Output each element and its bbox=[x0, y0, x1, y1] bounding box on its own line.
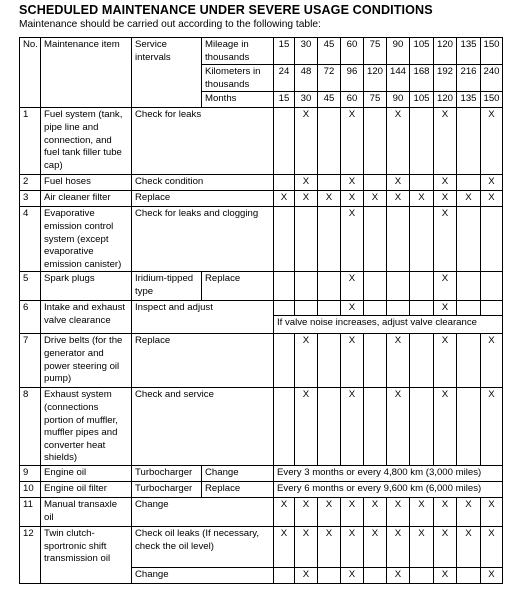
interval-cell bbox=[274, 388, 295, 466]
x-mark: X bbox=[348, 498, 356, 510]
interval-cell bbox=[481, 272, 503, 301]
x-mark: X bbox=[441, 176, 449, 188]
interval-cell bbox=[457, 567, 481, 583]
interval-cell bbox=[387, 526, 410, 567]
service-interval: Replace bbox=[132, 191, 274, 207]
months-cell: 45 bbox=[318, 92, 341, 108]
x-mark: X bbox=[302, 389, 310, 401]
mileage-cell: 30 bbox=[295, 38, 318, 65]
interval-cell bbox=[481, 108, 503, 175]
interval-cell bbox=[387, 272, 410, 301]
interval-cell bbox=[434, 272, 457, 301]
table-row bbox=[20, 301, 503, 316]
interval-cell bbox=[364, 272, 387, 301]
x-mark: X bbox=[465, 527, 472, 539]
interval-cell bbox=[387, 567, 410, 583]
interval-cell bbox=[364, 526, 387, 567]
row-number: 2 bbox=[20, 175, 41, 191]
x-mark: X bbox=[302, 109, 310, 121]
months-cell: 60 bbox=[341, 92, 364, 108]
table-row bbox=[20, 388, 503, 466]
interval-cell bbox=[318, 334, 341, 388]
interval-cell bbox=[295, 108, 318, 175]
x-mark: X bbox=[441, 568, 449, 580]
service-interval: Change bbox=[132, 567, 274, 583]
interval-cell bbox=[364, 108, 387, 175]
interval-cell bbox=[341, 526, 364, 567]
header-maintenance-item: Maintenance item bbox=[41, 38, 132, 108]
x-mark: X bbox=[488, 527, 495, 539]
x-mark: X bbox=[488, 109, 495, 121]
table-row bbox=[20, 191, 503, 207]
interval-cell bbox=[457, 301, 481, 316]
item-subtype: Iridium-tipped type bbox=[132, 272, 202, 301]
mileage-cell: 105 bbox=[410, 38, 434, 65]
x-mark: X bbox=[325, 498, 333, 510]
item-subtype: Turbocharger bbox=[132, 465, 202, 481]
page-title: SCHEDULED MAINTENANCE UNDER SEVERE USAGE CONDITIONS bbox=[19, 3, 433, 17]
x-mark: X bbox=[302, 335, 310, 347]
row-number: 1 bbox=[20, 108, 41, 175]
interval-cell bbox=[481, 334, 503, 388]
x-mark: X bbox=[348, 176, 356, 188]
service-interval: Replace bbox=[202, 272, 274, 301]
service-interval: Inspect and adjust bbox=[132, 301, 274, 334]
interval-cell bbox=[410, 191, 434, 207]
km-cell: 216 bbox=[457, 65, 481, 92]
interval-cell bbox=[318, 567, 341, 583]
months-cell: 15 bbox=[274, 92, 295, 108]
km-cell: 144 bbox=[387, 65, 410, 92]
table-body bbox=[20, 108, 503, 584]
interval-cell bbox=[341, 175, 364, 191]
interval-cell bbox=[481, 175, 503, 191]
x-mark: X bbox=[302, 176, 310, 188]
interval-cell bbox=[364, 388, 387, 466]
interval-cell bbox=[274, 497, 295, 526]
interval-cell bbox=[457, 334, 481, 388]
interval-cell bbox=[410, 301, 434, 316]
x-mark: X bbox=[371, 527, 379, 539]
interval-cell bbox=[457, 388, 481, 466]
interval-cell bbox=[434, 334, 457, 388]
x-mark: X bbox=[394, 568, 402, 580]
x-mark: X bbox=[441, 109, 449, 121]
interval-cell bbox=[341, 108, 364, 175]
service-interval: Change bbox=[202, 465, 274, 481]
interval-cell bbox=[457, 108, 481, 175]
x-mark: X bbox=[394, 527, 402, 539]
interval-cell bbox=[457, 207, 481, 272]
x-mark: X bbox=[302, 527, 310, 539]
x-mark: X bbox=[441, 527, 449, 539]
interval-cell bbox=[434, 567, 457, 583]
interval-cell bbox=[274, 301, 295, 316]
x-mark: X bbox=[488, 568, 495, 580]
km-cell: 96 bbox=[341, 65, 364, 92]
interval-note: If valve noise increases, adjust valve clearance bbox=[274, 316, 503, 334]
item-subtype: Turbocharger bbox=[132, 481, 202, 497]
km-cell: 120 bbox=[364, 65, 387, 92]
x-mark: X bbox=[348, 568, 356, 580]
months-cell: 90 bbox=[387, 92, 410, 108]
interval-cell bbox=[295, 175, 318, 191]
interval-cell bbox=[295, 497, 318, 526]
row-number: 7 bbox=[20, 334, 41, 388]
interval-cell bbox=[364, 191, 387, 207]
row-number: 10 bbox=[20, 481, 41, 497]
x-mark: X bbox=[302, 192, 310, 204]
header-service-intervals: Service intervals bbox=[132, 38, 202, 108]
interval-cell bbox=[410, 207, 434, 272]
interval-cell bbox=[387, 388, 410, 466]
table-row bbox=[20, 207, 503, 272]
maintenance-item: Air cleaner filter bbox=[41, 191, 132, 207]
interval-cell bbox=[274, 108, 295, 175]
service-interval: Check for leaks bbox=[132, 108, 274, 175]
x-mark: X bbox=[348, 302, 356, 314]
x-mark: X bbox=[488, 389, 495, 401]
km-cell: 240 bbox=[481, 65, 503, 92]
interval-cell bbox=[318, 175, 341, 191]
service-interval: Check and service bbox=[132, 388, 274, 466]
mileage-cell: 150 bbox=[481, 38, 503, 65]
interval-cell bbox=[434, 497, 457, 526]
service-interval: Replace bbox=[202, 481, 274, 497]
interval-cell bbox=[387, 334, 410, 388]
interval-cell bbox=[341, 388, 364, 466]
maintenance-item: Exhaust system (connections portion of muffler, muffler pipes and converter heat shields) bbox=[41, 388, 132, 466]
interval-cell bbox=[387, 191, 410, 207]
interval-cell bbox=[274, 272, 295, 301]
service-interval: Check oil leaks (If necessary, check the oil level) bbox=[132, 526, 274, 567]
x-mark: X bbox=[488, 335, 495, 347]
interval-cell bbox=[274, 334, 295, 388]
service-interval: Check for leaks and clogging bbox=[132, 207, 274, 272]
row-number: 4 bbox=[20, 207, 41, 272]
interval-cell bbox=[434, 108, 457, 175]
x-mark: X bbox=[348, 389, 356, 401]
x-mark: X bbox=[488, 192, 495, 204]
interval-cell bbox=[410, 272, 434, 301]
mileage-cell: 90 bbox=[387, 38, 410, 65]
months-cell: 75 bbox=[364, 92, 387, 108]
table-row bbox=[20, 175, 503, 191]
months-cell: 105 bbox=[410, 92, 434, 108]
table-row bbox=[20, 526, 503, 567]
x-mark: X bbox=[488, 176, 495, 188]
km-cell: 168 bbox=[410, 65, 434, 92]
row-number: 6 bbox=[20, 301, 41, 334]
x-mark: X bbox=[465, 498, 472, 510]
x-mark: X bbox=[394, 498, 402, 510]
x-mark: X bbox=[280, 498, 288, 510]
x-mark: X bbox=[348, 335, 356, 347]
maintenance-item: Fuel system (tank, pipe line and connection, and fuel tank filler tube cap) bbox=[41, 108, 132, 175]
maintenance-item: Spark plugs bbox=[41, 272, 132, 301]
header-mileage-label: Mileage in thousands bbox=[202, 38, 274, 65]
x-mark: X bbox=[325, 192, 333, 204]
table-row bbox=[20, 334, 503, 388]
x-mark: X bbox=[302, 568, 310, 580]
x-mark: X bbox=[441, 192, 449, 204]
interval-cell bbox=[295, 334, 318, 388]
x-mark: X bbox=[441, 389, 449, 401]
row-number: 11 bbox=[20, 497, 41, 526]
table-row bbox=[20, 497, 503, 526]
x-mark: X bbox=[441, 273, 449, 285]
x-mark: X bbox=[418, 527, 425, 539]
km-cell: 192 bbox=[434, 65, 457, 92]
maintenance-item: Engine oil bbox=[41, 465, 132, 481]
interval-cell bbox=[274, 175, 295, 191]
interval-cell bbox=[410, 334, 434, 388]
interval-cell bbox=[341, 497, 364, 526]
interval-cell bbox=[457, 175, 481, 191]
table-row bbox=[20, 108, 503, 175]
interval-cell bbox=[318, 207, 341, 272]
interval-cell bbox=[364, 175, 387, 191]
interval-cell bbox=[318, 191, 341, 207]
x-mark: X bbox=[371, 192, 379, 204]
maintenance-item: Evaporative emission control system (except evaporative emission canister) bbox=[41, 207, 132, 272]
interval-cell bbox=[387, 301, 410, 316]
interval-cell bbox=[341, 207, 364, 272]
interval-cell bbox=[481, 207, 503, 272]
maintenance-item: Twin clutch-sportronic shift transmission oil bbox=[41, 526, 132, 583]
interval-cell bbox=[318, 497, 341, 526]
interval-cell bbox=[318, 272, 341, 301]
interval-cell bbox=[364, 567, 387, 583]
interval-cell bbox=[410, 388, 434, 466]
interval-cell bbox=[434, 526, 457, 567]
interval-cell bbox=[341, 567, 364, 583]
interval-cell bbox=[410, 108, 434, 175]
x-mark: X bbox=[441, 208, 449, 220]
interval-cell bbox=[318, 108, 341, 175]
interval-cell bbox=[341, 191, 364, 207]
x-mark: X bbox=[348, 208, 356, 220]
interval-cell bbox=[295, 207, 318, 272]
interval-cell bbox=[364, 497, 387, 526]
interval-cell bbox=[481, 497, 503, 526]
interval-cell bbox=[364, 334, 387, 388]
mileage-cell: 60 bbox=[341, 38, 364, 65]
interval-cell bbox=[274, 191, 295, 207]
months-cell: 135 bbox=[457, 92, 481, 108]
km-cell: 24 bbox=[274, 65, 295, 92]
x-mark: X bbox=[441, 498, 449, 510]
interval-cell bbox=[457, 497, 481, 526]
interval-cell bbox=[481, 567, 503, 583]
interval-cell bbox=[481, 191, 503, 207]
header-km-label: Kilometers in thousands bbox=[202, 65, 274, 92]
interval-cell bbox=[274, 526, 295, 567]
service-interval: Check condition bbox=[132, 175, 274, 191]
interval-cell bbox=[364, 207, 387, 272]
header-no: No. bbox=[20, 38, 41, 108]
interval-cell bbox=[274, 567, 295, 583]
interval-cell bbox=[481, 388, 503, 466]
months-cell: 150 bbox=[481, 92, 503, 108]
mileage-cell: 120 bbox=[434, 38, 457, 65]
row-number: 5 bbox=[20, 272, 41, 301]
interval-cell bbox=[341, 272, 364, 301]
interval-cell bbox=[434, 191, 457, 207]
row-number: 8 bbox=[20, 388, 41, 466]
interval-cell bbox=[295, 526, 318, 567]
maintenance-item: Manual transaxle oil bbox=[41, 497, 132, 526]
x-mark: X bbox=[302, 498, 310, 510]
interval-cell bbox=[387, 175, 410, 191]
km-cell: 48 bbox=[295, 65, 318, 92]
maintenance-table bbox=[19, 37, 503, 584]
interval-cell bbox=[457, 526, 481, 567]
interval-cell bbox=[318, 301, 341, 316]
table-row bbox=[20, 481, 503, 497]
table-row bbox=[20, 272, 503, 301]
x-mark: X bbox=[348, 192, 356, 204]
interval-cell bbox=[434, 301, 457, 316]
header-months-label: Months bbox=[202, 92, 274, 108]
row-number: 9 bbox=[20, 465, 41, 481]
months-cell: 120 bbox=[434, 92, 457, 108]
interval-cell bbox=[457, 191, 481, 207]
km-cell: 72 bbox=[318, 65, 341, 92]
interval-span-text: Every 6 months or every 9,600 km (6,000 miles) bbox=[274, 481, 503, 497]
interval-cell bbox=[295, 191, 318, 207]
interval-cell bbox=[274, 207, 295, 272]
x-mark: X bbox=[325, 527, 333, 539]
interval-cell bbox=[295, 388, 318, 466]
x-mark: X bbox=[418, 192, 425, 204]
table-row bbox=[20, 465, 503, 481]
interval-cell bbox=[410, 175, 434, 191]
mileage-cell: 135 bbox=[457, 38, 481, 65]
row-number: 12 bbox=[20, 526, 41, 583]
interval-cell bbox=[457, 272, 481, 301]
service-interval: Replace bbox=[132, 334, 274, 388]
interval-cell bbox=[341, 301, 364, 316]
x-mark: X bbox=[280, 192, 288, 204]
x-mark: X bbox=[371, 498, 379, 510]
x-mark: X bbox=[488, 498, 495, 510]
interval-cell bbox=[410, 567, 434, 583]
interval-cell bbox=[387, 207, 410, 272]
interval-cell bbox=[434, 207, 457, 272]
interval-cell bbox=[410, 526, 434, 567]
x-mark: X bbox=[465, 192, 472, 204]
x-mark: X bbox=[441, 302, 449, 314]
x-mark: X bbox=[348, 273, 356, 285]
x-mark: X bbox=[394, 109, 402, 121]
x-mark: X bbox=[394, 176, 402, 188]
interval-cell bbox=[295, 567, 318, 583]
maintenance-item: Engine oil filter bbox=[41, 481, 132, 497]
maintenance-item: Intake and exhaust valve clearance bbox=[41, 301, 132, 334]
interval-cell bbox=[295, 301, 318, 316]
interval-cell bbox=[387, 497, 410, 526]
mileage-cell: 75 bbox=[364, 38, 387, 65]
interval-cell bbox=[318, 388, 341, 466]
intro-text: Maintenance should be carried out according to the following table: bbox=[19, 19, 321, 30]
interval-cell bbox=[434, 175, 457, 191]
interval-cell bbox=[318, 526, 341, 567]
interval-span-text: Every 3 months or every 4,800 km (3,000 miles) bbox=[274, 465, 503, 481]
interval-cell bbox=[341, 334, 364, 388]
mileage-cell: 45 bbox=[318, 38, 341, 65]
x-mark: X bbox=[418, 498, 425, 510]
interval-cell bbox=[387, 108, 410, 175]
x-mark: X bbox=[394, 335, 402, 347]
interval-cell bbox=[434, 388, 457, 466]
x-mark: X bbox=[394, 389, 402, 401]
months-cell: 30 bbox=[295, 92, 318, 108]
service-interval: Change bbox=[132, 497, 274, 526]
maintenance-item: Drive belts (for the generator and power steering oil pump) bbox=[41, 334, 132, 388]
interval-cell bbox=[410, 497, 434, 526]
x-mark: X bbox=[280, 527, 288, 539]
maintenance-item: Fuel hoses bbox=[41, 175, 132, 191]
interval-cell bbox=[481, 301, 503, 316]
x-mark: X bbox=[394, 192, 402, 204]
interval-cell bbox=[295, 272, 318, 301]
row-number: 3 bbox=[20, 191, 41, 207]
mileage-cell: 15 bbox=[274, 38, 295, 65]
interval-cell bbox=[364, 301, 387, 316]
x-mark: X bbox=[348, 109, 356, 121]
interval-cell bbox=[481, 526, 503, 567]
x-mark: X bbox=[441, 335, 449, 347]
x-mark: X bbox=[348, 527, 356, 539]
